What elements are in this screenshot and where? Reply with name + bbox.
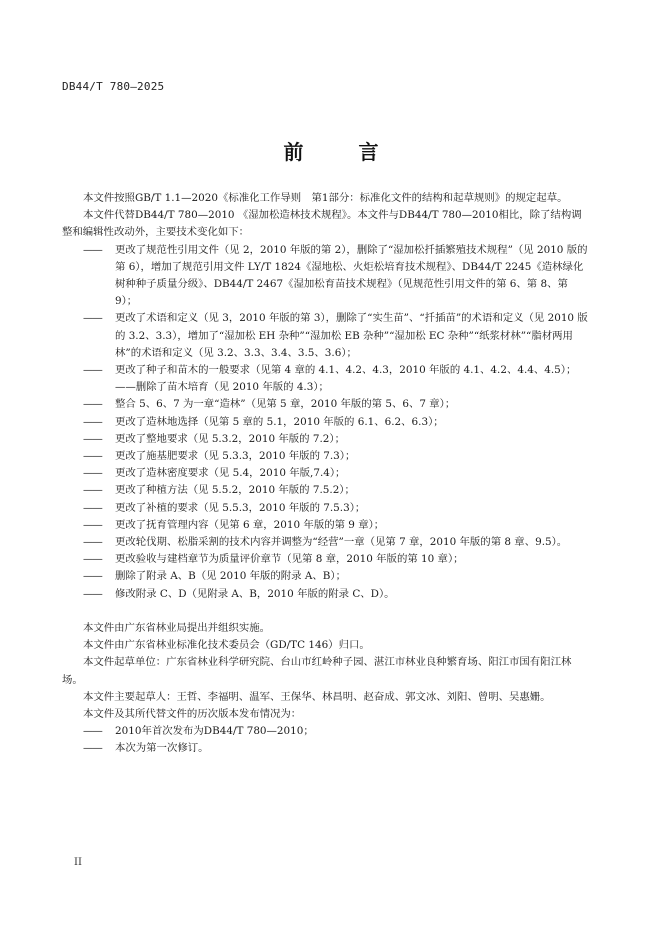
list-item: —— 更改了种植方法（见 5.5.2，2010 年版的 7.5.2）； [62, 482, 588, 499]
list-item: —— 更改了种子和苗木的一般要求（见第 4 章的 4.1、4.2、4.3，2010 年版的 4.1、4.2、4.4、4.5）；——删除了苗木培育（见 2010 年版的 4.3）； [62, 362, 588, 396]
list-item: —— 本次为第一次修订。 [62, 740, 588, 757]
list-item: —— 更改轮伐期、松脂采割的技术内容并调整为“经营”一章（见第 7 章，2010 年版的第 8 章、9.5）。 [62, 534, 588, 551]
dash-marker: —— [83, 312, 102, 325]
list-item: —— 更改了整地要求（见 5.3.2，2010 年版的 7.2）； [62, 431, 588, 448]
dash-marker: —— [83, 501, 102, 514]
list-item: —— 整合 5、6、7 为一章“造林”（见第 5 章，2010 年版的第 5、6、7 章）； [62, 396, 588, 413]
dash-marker: —— [83, 415, 102, 428]
history-list [62, 723, 588, 757]
info-paragraph: 本文件由广东省林业标准化技术委员会（GD/TC 146）归口。 [83, 639, 370, 652]
dash-marker: —— [83, 432, 102, 445]
page-number: II [74, 857, 82, 868]
dash-marker: —— [83, 553, 102, 566]
info-paragraph: 本文件起草单位：广东省林业科学研究院、台山市红岭种子园、湛江市林业良种繁育场、阳江市国有阳江林场。 [62, 656, 572, 686]
list-item: —— 删除了附录 A、B（见 2010 年版的附录 A、B）； [62, 568, 588, 585]
dash-marker: —— [83, 450, 102, 463]
dash-marker: —— [83, 536, 102, 549]
list-item: —— 2010年首次发布为DB44/T 780—2010； [62, 723, 588, 740]
intro-paragraph: 本文件代替DB44/T 780—2010 《湿加松造林技术规程》。本文件与DB44/T 780—2010相比，除了结构调整和编辑性改动外，主要技术变化如下： [62, 209, 582, 239]
dash-marker: —— [83, 725, 102, 738]
dash-marker: —— [83, 398, 102, 411]
document-code: DB44/T 780—2025 [62, 80, 165, 93]
list-item: —— 更改了造林地选择（见第 5 章的 5.1，2010 年版的 6.1、6.2、6.3）； [62, 414, 588, 431]
dash-marker: —— [83, 243, 102, 256]
info-paragraph: 本文件主要起草人：王哲、李福明、温军、王保华、林昌明、赵奋成、郭文冰、刘阳、曾明、吴惠姗。 [83, 690, 551, 703]
list-item: —— 更改了抚育管理内容（见第 6 章，2010 年版的第 9 章）； [62, 517, 588, 534]
list-item: —— 更改了规范性引用文件（见 2，2010 年版的第 2），删除了“湿加松扦插繁殖技术规程”（见 2010 版的第 6），增加了规范引用文件 LY/T 1824《湿地松、火炬松培育技术规程》、DB44/T 2245《造林绿化树种种子质量分级》、DB44/T 2467《湿加松育苗技术规程》（见规范性引用文件的第 6、第 8、第 9）； [62, 242, 588, 311]
dash-marker: —— [83, 587, 102, 600]
list-item: —— 更改了施基肥要求（见 5.3.3，2010 年版的 7.3）； [62, 448, 588, 465]
dash-marker: —— [83, 518, 102, 531]
changes-list [62, 242, 588, 603]
dash-marker: —— [83, 484, 102, 497]
list-item: —— 修改附录 C、D（见附录 A、B，2010 年版的附录 C、D）。 [62, 586, 588, 603]
dash-marker: —— [83, 364, 102, 377]
list-item: —— 更改了补植的要求（见 5.5.3，2010 年版的 7.5.3）； [62, 500, 588, 517]
foreword-body [62, 190, 588, 758]
dash-marker: —— [83, 570, 102, 583]
list-item: —— 更改了术语和定义（见 3，2010 年版的第 3），删除了“实生苗”、“扦插苗”的术语和定义（见 2010 版的 3.2、3.3），增加了“湿加松 EH 杂种”“湿加松 EB 杂种”“湿加松 EC 杂种”“纸浆材林”“脂材两用林”的术语和定义（见 3.2、3.3、3.4、3.5、3.6）； [62, 310, 588, 362]
info-paragraph: 本文件由广东省林业局提出并组织实施。 [83, 622, 271, 635]
info-paragraph: 本文件及其所代替文件的历次版本发布情况为： [83, 708, 302, 721]
page-title: 前 言 [283, 140, 403, 164]
intro-paragraph: 本文件按照GB/T 1.1—2020《标准化工作导则 第1部分：标准化文件的结构和起草规则》的规定起草。 [83, 192, 568, 204]
spacer [62, 603, 588, 620]
list-item: —— 更改验收与建档章节为质量评价章节（见第 8 章，2010 年版的第 10 章）； [62, 551, 588, 568]
list-item: —— 更改了造林密度要求（见 5.4，2010 年版,7.4）； [62, 465, 588, 482]
dash-marker: —— [83, 467, 102, 480]
dash-marker: —— [83, 742, 102, 755]
